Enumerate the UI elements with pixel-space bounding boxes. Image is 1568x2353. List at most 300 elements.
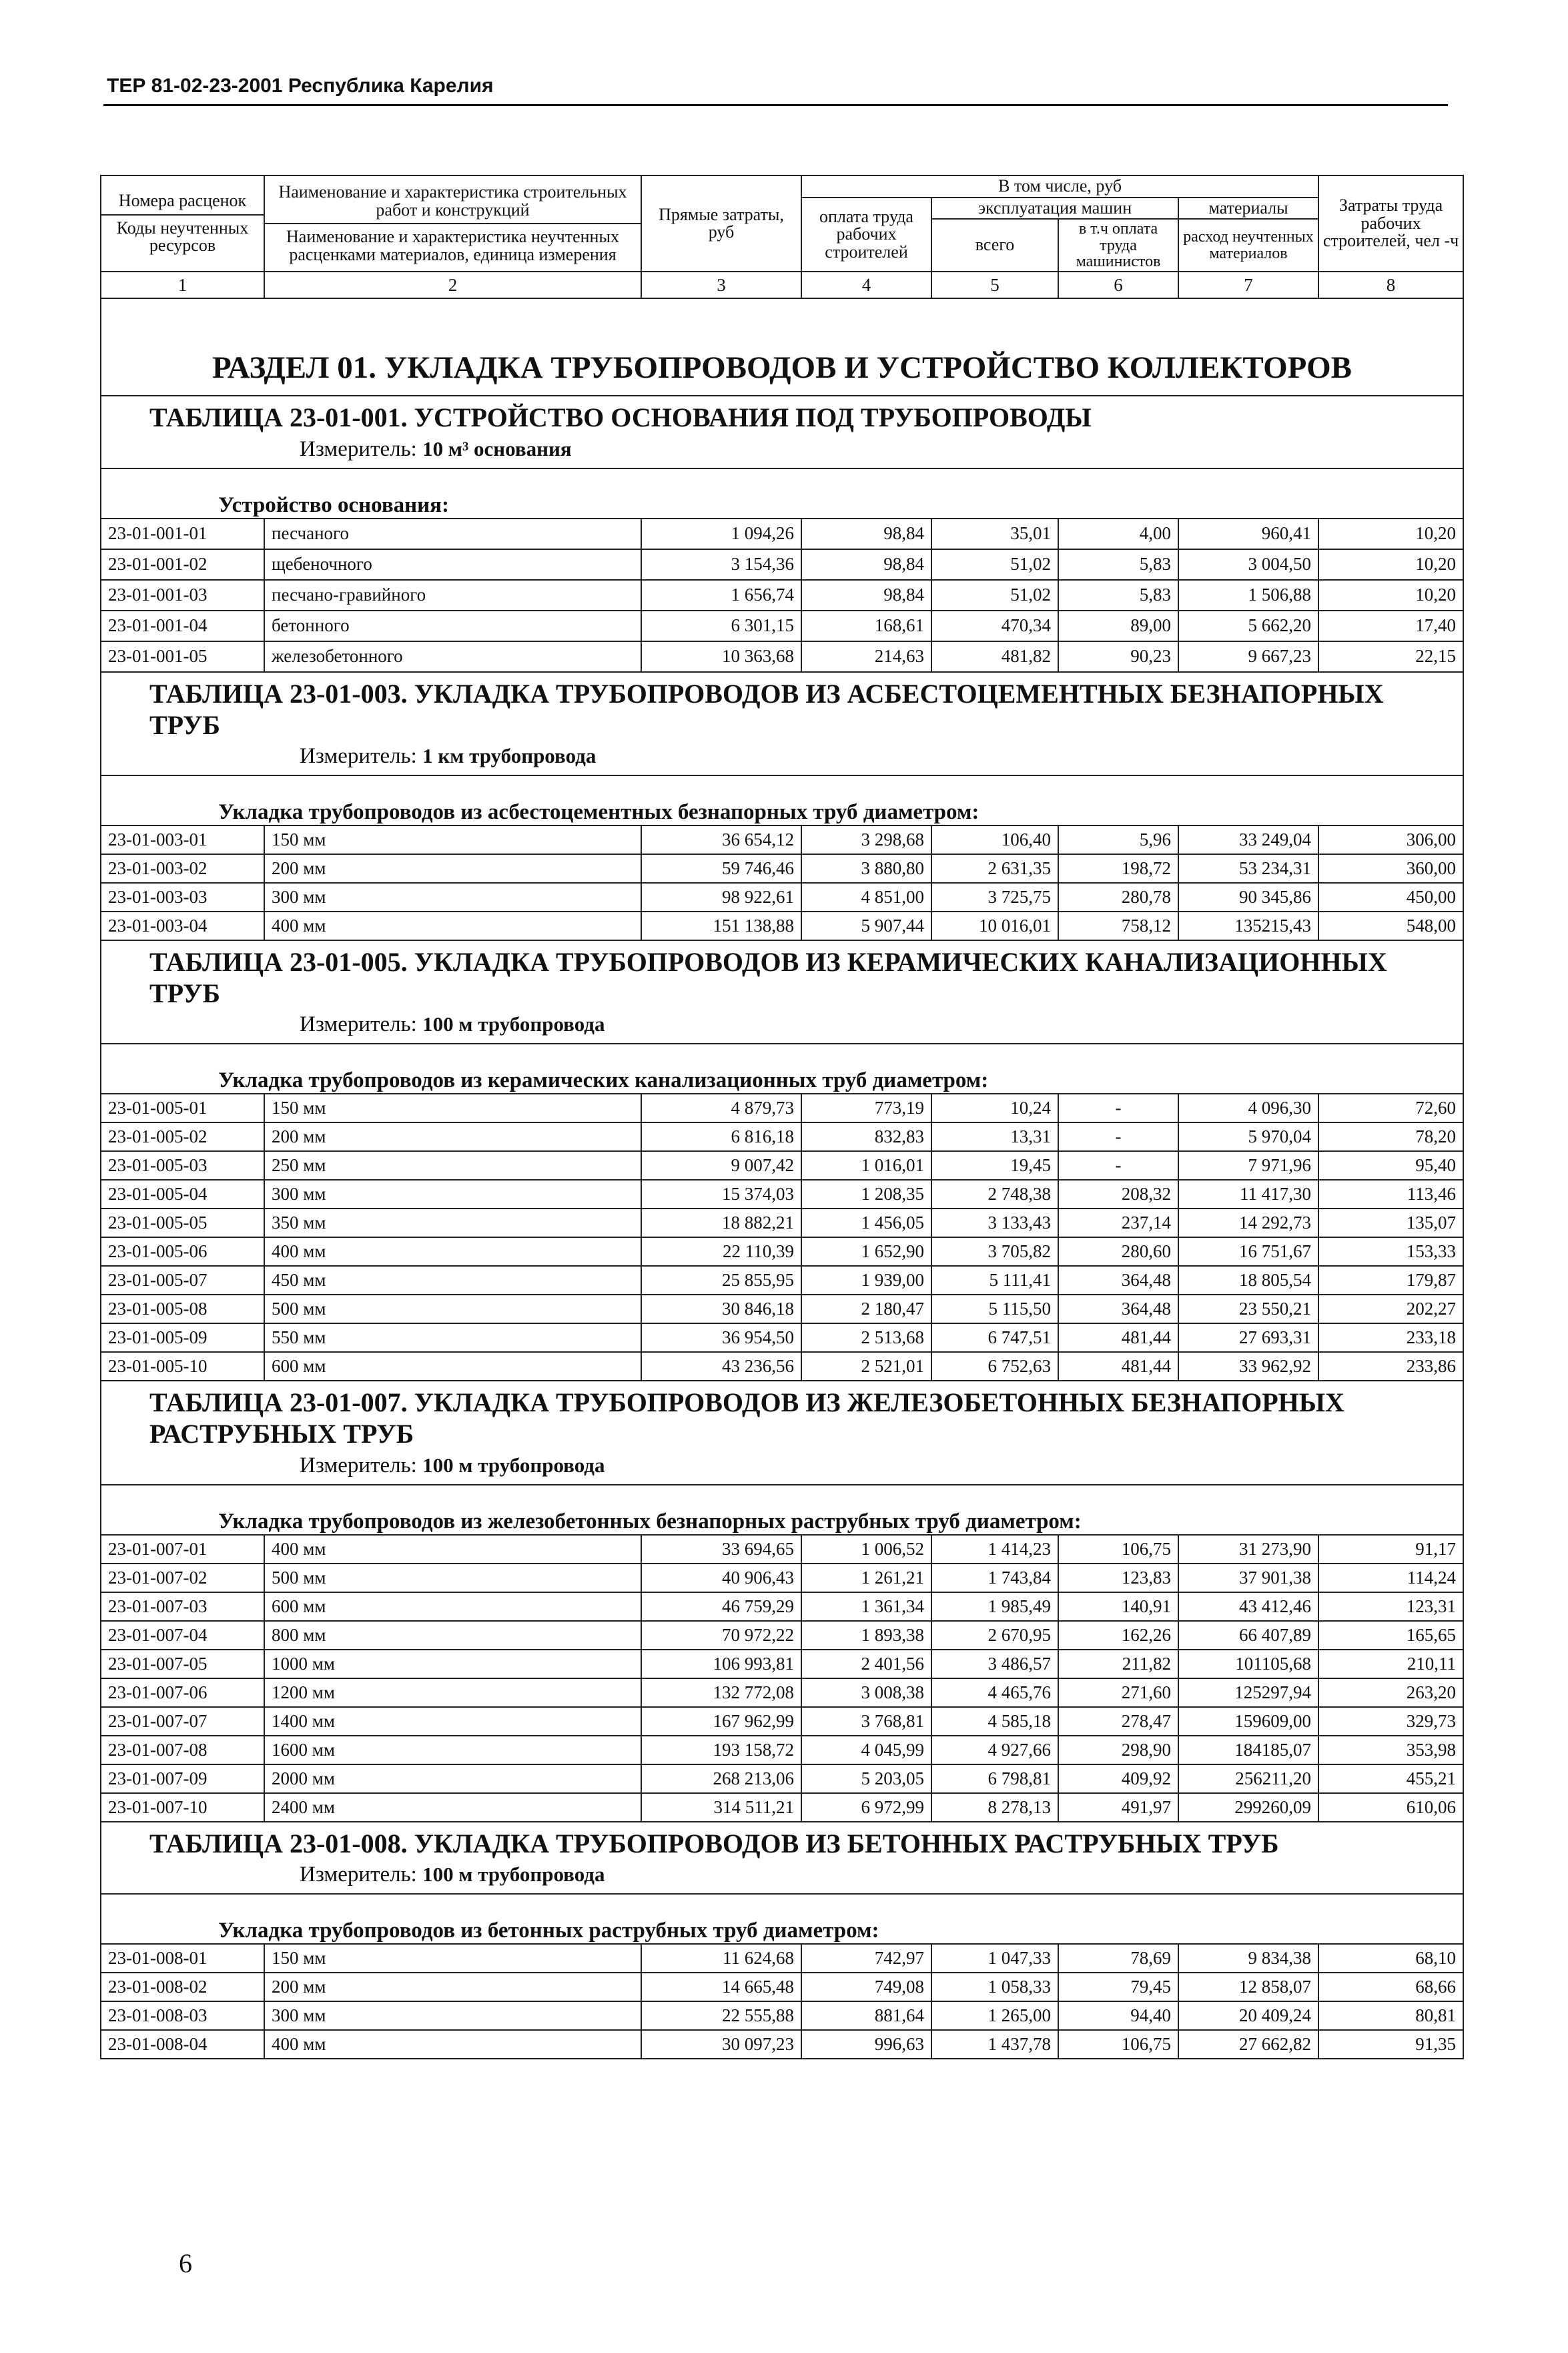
- cell-wages: 6 972,99: [801, 1793, 931, 1822]
- cell-code: 23-01-008-01: [101, 1944, 264, 1973]
- table-title-row: [101, 396, 1463, 468]
- cell-direct-cost: 132 772,08: [641, 1678, 801, 1707]
- subheader-row: [101, 1485, 1463, 1535]
- cell-materials: 9 834,38: [1178, 1944, 1318, 1973]
- cell-direct-cost: 25 855,95: [641, 1266, 801, 1295]
- cell-machines-total: 3 486,57: [931, 1650, 1058, 1678]
- cell-wages: 1 361,34: [801, 1592, 931, 1621]
- cell-name: 400 мм: [264, 1237, 641, 1266]
- cell-name: 1000 мм: [264, 1650, 641, 1678]
- cell-name: песчано-гравийного: [264, 580, 641, 611]
- cell-labor-hours: 72,60: [1318, 1094, 1463, 1122]
- cell-machines-total: 1 743,84: [931, 1564, 1058, 1592]
- cell-materials: 135215,43: [1178, 912, 1318, 940]
- table-title: ТАБЛИЦА 23-01-008. УКЛАДКА ТРУБОПРОВОДОВ ИЗ БЕТОННЫХ РАСТРУБНЫХ ТРУБ: [149, 1828, 1279, 1859]
- cell-labor-hours: 113,46: [1318, 1180, 1463, 1209]
- cell-code: 23-01-007-10: [101, 1793, 264, 1822]
- cell-code: 23-01-001-03: [101, 580, 264, 611]
- cell-wages: 749,08: [801, 1973, 931, 2001]
- cell-labor-hours: 165,65: [1318, 1621, 1463, 1650]
- cell-labor-hours: 202,27: [1318, 1295, 1463, 1323]
- cell-machines-total: 1 058,33: [931, 1973, 1058, 2001]
- table-title-cell: [101, 1822, 1463, 1894]
- section-row: [101, 298, 1463, 396]
- measure-value: 100 м трубопровода: [422, 1012, 605, 1036]
- cell-machinists-wages: 79,45: [1058, 1973, 1178, 2001]
- cell-machines-total: 3 705,82: [931, 1237, 1058, 1266]
- cell-name: 1200 мм: [264, 1678, 641, 1707]
- cell-labor-hours: 68,10: [1318, 1944, 1463, 1973]
- cell-name: 150 мм: [264, 1944, 641, 1973]
- cell-machines-total: 6 752,63: [931, 1352, 1058, 1381]
- cell-code: 23-01-003-02: [101, 854, 264, 883]
- cell-code: 23-01-005-10: [101, 1352, 264, 1381]
- table-row: [101, 2001, 1463, 2030]
- column-number: 7: [1178, 272, 1318, 298]
- cell-labor-hours: 10,20: [1318, 549, 1463, 580]
- cell-machines-total: 13,31: [931, 1122, 1058, 1151]
- cell-materials: 90 345,86: [1178, 883, 1318, 912]
- column-number: 3: [641, 272, 801, 298]
- cell-machinists-wages: 198,72: [1058, 854, 1178, 883]
- cell-labor-hours: 68,66: [1318, 1973, 1463, 2001]
- measure-line: [149, 1862, 1443, 1888]
- cell-name: 300 мм: [264, 883, 641, 912]
- table-title: ТАБЛИЦА 23-01-005. УКЛАДКА ТРУБОПРОВОДОВ ИЗ КЕРАМИЧЕСКИХ КАНАЛИЗАЦИОННЫХ ТРУБ: [149, 946, 1387, 1009]
- cell-code: 23-01-003-04: [101, 912, 264, 940]
- cell-name: 1400 мм: [264, 1707, 641, 1736]
- cell-machinists-wages: 364,48: [1058, 1266, 1178, 1295]
- cell-wages: 168,61: [801, 611, 931, 641]
- rates-table-body: [101, 176, 1463, 2059]
- cell-name: 200 мм: [264, 854, 641, 883]
- column-number: 6: [1058, 272, 1178, 298]
- cell-materials: 33 249,04: [1178, 825, 1318, 854]
- cell-direct-cost: 11 624,68: [641, 1944, 801, 1973]
- cell-machines-total: 35,01: [931, 519, 1058, 549]
- cell-direct-cost: 70 972,22: [641, 1621, 801, 1650]
- cell-name: 2000 мм: [264, 1764, 641, 1793]
- cell-machinists-wages: 106,75: [1058, 1535, 1178, 1564]
- cell-machinists-wages: 280,60: [1058, 1237, 1178, 1266]
- cell-materials: 66 407,89: [1178, 1621, 1318, 1650]
- cell-code: 23-01-005-05: [101, 1209, 264, 1237]
- table-title-row: [101, 672, 1463, 775]
- cell-labor-hours: 353,98: [1318, 1736, 1463, 1764]
- col-header-7: расход неучтенных материалов: [1178, 219, 1318, 272]
- cell-machinists-wages: 481,44: [1058, 1323, 1178, 1352]
- cell-direct-cost: 22 110,39: [641, 1237, 801, 1266]
- measure-label: Измеритель:: [300, 1453, 417, 1477]
- cell-direct-cost: 30 097,23: [641, 2030, 801, 2059]
- cell-materials: 23 550,21: [1178, 1295, 1318, 1323]
- table-row: [101, 1209, 1463, 1237]
- table-row: [101, 1564, 1463, 1592]
- cell-machines-total: 1 047,33: [931, 1944, 1058, 1973]
- table-subheader: Укладка трубопроводов из асбестоцементных безнапорных труб диаметром:: [101, 775, 1463, 825]
- cell-code: 23-01-001-01: [101, 519, 264, 549]
- table-subheader: Устройство основания:: [101, 468, 1463, 519]
- cell-wages: 3 768,81: [801, 1707, 931, 1736]
- cell-materials: 960,41: [1178, 519, 1318, 549]
- subheader-row: [101, 468, 1463, 519]
- cell-machines-total: 1 437,78: [931, 2030, 1058, 2059]
- cell-materials: 31 273,90: [1178, 1535, 1318, 1564]
- cell-direct-cost: 14 665,48: [641, 1973, 801, 2001]
- cell-labor-hours: 360,00: [1318, 854, 1463, 883]
- column-number: 2: [264, 272, 641, 298]
- col-header-2: Наименование и характеристика строительных работ и конструкций Наименование и характеристика неучтенных расценками материалов, единица измерения: [264, 176, 641, 272]
- column-number: 5: [931, 272, 1058, 298]
- cell-wages: 214,63: [801, 641, 931, 672]
- measure-value: 1 км трубопровода: [422, 743, 597, 767]
- column-number-row: [101, 272, 1463, 298]
- cell-direct-cost: 314 511,21: [641, 1793, 801, 1822]
- col-header-5: всего: [931, 219, 1058, 272]
- table-title: ТАБЛИЦА 23-01-003. УКЛАДКА ТРУБОПРОВОДОВ ИЗ АСБЕСТОЦЕМЕНТНЫХ БЕЗНАПОРНЫХ ТРУБ: [149, 678, 1384, 740]
- cell-direct-cost: 151 138,88: [641, 912, 801, 940]
- cell-direct-cost: 33 694,65: [641, 1535, 801, 1564]
- cell-code: 23-01-005-09: [101, 1323, 264, 1352]
- cell-machines-total: 1 265,00: [931, 2001, 1058, 2030]
- cell-labor-hours: 179,87: [1318, 1266, 1463, 1295]
- cell-machinists-wages: 4,00: [1058, 519, 1178, 549]
- table-row: [101, 611, 1463, 641]
- col-header-mat: материалы: [1178, 198, 1318, 220]
- cell-wages: 881,64: [801, 2001, 931, 2030]
- cell-name: 550 мм: [264, 1323, 641, 1352]
- table-row: [101, 1736, 1463, 1764]
- cell-name: песчаного: [264, 519, 641, 549]
- cell-name: 800 мм: [264, 1621, 641, 1650]
- page-number: 6: [179, 2248, 192, 2278]
- cell-materials: 101105,68: [1178, 1650, 1318, 1678]
- cell-code: 23-01-005-03: [101, 1151, 264, 1180]
- cell-name: 300 мм: [264, 2001, 641, 2030]
- table-row: [101, 1295, 1463, 1323]
- cell-code: 23-01-005-01: [101, 1094, 264, 1122]
- cell-labor-hours: 80,81: [1318, 2001, 1463, 2030]
- cell-machinists-wages: 5,83: [1058, 549, 1178, 580]
- table-row: [101, 1944, 1463, 1973]
- cell-machines-total: 4 927,66: [931, 1736, 1058, 1764]
- cell-machinists-wages: 298,90: [1058, 1736, 1178, 1764]
- cell-wages: 3 880,80: [801, 854, 931, 883]
- cell-direct-cost: 40 906,43: [641, 1564, 801, 1592]
- table-subheader: Укладка трубопроводов из железобетонных безнапорных раструбных труб диаметром:: [101, 1485, 1463, 1535]
- cell-labor-hours: 233,18: [1318, 1323, 1463, 1352]
- table-row: [101, 2030, 1463, 2059]
- cell-labor-hours: 123,31: [1318, 1592, 1463, 1621]
- cell-code: 23-01-007-06: [101, 1678, 264, 1707]
- cell-name: железобетонного: [264, 641, 641, 672]
- cell-code: 23-01-008-03: [101, 2001, 264, 2030]
- measure-label: Измеритель:: [300, 743, 417, 768]
- cell-machinists-wages: 162,26: [1058, 1621, 1178, 1650]
- measure-label: Измеритель:: [300, 1012, 417, 1037]
- cell-code: 23-01-007-05: [101, 1650, 264, 1678]
- table-title: ТАБЛИЦА 23-01-007. УКЛАДКА ТРУБОПРОВОДОВ ИЗ ЖЕЛЕЗОБЕТОННЫХ БЕЗНАПОРНЫХ РАСТРУБНЫХ ТРУБ: [149, 1387, 1344, 1449]
- cell-direct-cost: 1 094,26: [641, 519, 801, 549]
- table-row: [101, 1151, 1463, 1180]
- table-row: [101, 1323, 1463, 1352]
- cell-labor-hours: 233,86: [1318, 1352, 1463, 1381]
- col-header-1: Номера расценок Коды неучтенных ресурсов: [101, 176, 264, 272]
- table-row: [101, 1678, 1463, 1707]
- cell-materials: 14 292,73: [1178, 1209, 1318, 1237]
- cell-machines-total: 19,45: [931, 1151, 1058, 1180]
- cell-name: 400 мм: [264, 912, 641, 940]
- cell-code: 23-01-007-08: [101, 1736, 264, 1764]
- cell-machines-total: 3 133,43: [931, 1209, 1058, 1237]
- table-title-cell: [101, 396, 1463, 468]
- cell-labor-hours: 306,00: [1318, 825, 1463, 854]
- cell-wages: 5 203,05: [801, 1764, 931, 1793]
- cell-labor-hours: 455,21: [1318, 1764, 1463, 1793]
- table-subheader: Укладка трубопроводов из керамических канализационных труб диаметром:: [101, 1044, 1463, 1094]
- cell-code: 23-01-005-07: [101, 1266, 264, 1295]
- cell-labor-hours: 263,20: [1318, 1678, 1463, 1707]
- cell-wages: 773,19: [801, 1094, 931, 1122]
- cell-materials: 20 409,24: [1178, 2001, 1318, 2030]
- header-rule: [103, 104, 1448, 106]
- table-row: [101, 1237, 1463, 1266]
- col-header-8: Затраты труда рабочих строителей, чел -ч: [1318, 176, 1463, 272]
- cell-machinists-wages: 409,92: [1058, 1764, 1178, 1793]
- cell-materials: 16 751,67: [1178, 1237, 1318, 1266]
- table-row: [101, 912, 1463, 940]
- cell-materials: 5 662,20: [1178, 611, 1318, 641]
- table-row: [101, 641, 1463, 672]
- cell-machines-total: 51,02: [931, 580, 1058, 611]
- table-row: [101, 1707, 1463, 1736]
- cell-labor-hours: 22,15: [1318, 641, 1463, 672]
- cell-machinists-wages: 208,32: [1058, 1180, 1178, 1209]
- cell-materials: 12 858,07: [1178, 1973, 1318, 2001]
- cell-wages: 98,84: [801, 519, 931, 549]
- cell-name: 500 мм: [264, 1564, 641, 1592]
- table-row: [101, 1764, 1463, 1793]
- cell-name: 400 мм: [264, 2030, 641, 2059]
- cell-direct-cost: 18 882,21: [641, 1209, 801, 1237]
- cell-direct-cost: 10 363,68: [641, 641, 801, 672]
- cell-machinists-wages: 491,97: [1058, 1793, 1178, 1822]
- measure-line: [149, 436, 1443, 462]
- cell-labor-hours: 610,06: [1318, 1793, 1463, 1822]
- cell-name: 350 мм: [264, 1209, 641, 1237]
- table-title-row: [101, 1381, 1463, 1484]
- cell-direct-cost: 22 555,88: [641, 2001, 801, 2030]
- cell-direct-cost: 59 746,46: [641, 854, 801, 883]
- cell-machinists-wages: 280,78: [1058, 883, 1178, 912]
- cell-machines-total: 481,82: [931, 641, 1058, 672]
- col-header-4: оплата труда рабочих строителей: [801, 198, 931, 272]
- cell-direct-cost: 1 656,74: [641, 580, 801, 611]
- cell-wages: 742,97: [801, 1944, 931, 1973]
- cell-direct-cost: 193 158,72: [641, 1736, 801, 1764]
- cell-code: 23-01-001-04: [101, 611, 264, 641]
- cell-direct-cost: 9 007,42: [641, 1151, 801, 1180]
- cell-direct-cost: 268 213,06: [641, 1764, 801, 1793]
- cell-wages: 3 298,68: [801, 825, 931, 854]
- col-header-6: в т.ч оплата труда машинистов: [1058, 219, 1178, 272]
- cell-labor-hours: 450,00: [1318, 883, 1463, 912]
- cell-machines-total: 3 725,75: [931, 883, 1058, 912]
- cell-direct-cost: 106 993,81: [641, 1650, 801, 1678]
- table-title-cell: [101, 672, 1463, 775]
- cell-code: 23-01-007-04: [101, 1621, 264, 1650]
- cell-materials: 18 805,54: [1178, 1266, 1318, 1295]
- cell-direct-cost: 15 374,03: [641, 1180, 801, 1209]
- cell-direct-cost: 43 236,56: [641, 1352, 801, 1381]
- cell-machines-total: 470,34: [931, 611, 1058, 641]
- cell-code: 23-01-003-01: [101, 825, 264, 854]
- table-title-row: [101, 1822, 1463, 1894]
- table-row: [101, 580, 1463, 611]
- cell-wages: 1 261,21: [801, 1564, 931, 1592]
- cell-machinists-wages: -: [1058, 1151, 1178, 1180]
- cell-labor-hours: 210,11: [1318, 1650, 1463, 1678]
- table-subheader: Укладка трубопроводов из бетонных раструбных труб диаметром:: [101, 1894, 1463, 1944]
- table-row: [101, 1094, 1463, 1122]
- cell-direct-cost: 6 816,18: [641, 1122, 801, 1151]
- col-header-incl: В том числе, руб: [801, 176, 1318, 198]
- cell-machines-total: 106,40: [931, 825, 1058, 854]
- table-row: [101, 854, 1463, 883]
- table-row: [101, 1352, 1463, 1381]
- measure-label: Измеритель:: [300, 1862, 417, 1887]
- cell-name: 200 мм: [264, 1973, 641, 2001]
- cell-wages: 832,83: [801, 1122, 931, 1151]
- cell-machines-total: 2 748,38: [931, 1180, 1058, 1209]
- cell-machines-total: 2 631,35: [931, 854, 1058, 883]
- cell-code: 23-01-008-02: [101, 1973, 264, 2001]
- cell-wages: 2 521,01: [801, 1352, 931, 1381]
- cell-name: 500 мм: [264, 1295, 641, 1323]
- cell-wages: 1 006,52: [801, 1535, 931, 1564]
- cell-machines-total: 1 414,23: [931, 1535, 1058, 1564]
- cell-wages: 1 016,01: [801, 1151, 931, 1180]
- subheader-row: [101, 775, 1463, 825]
- measure-line: [149, 1453, 1443, 1479]
- measure-label: Измеритель:: [300, 436, 417, 461]
- subheader-row: [101, 1044, 1463, 1094]
- cell-materials: 4 096,30: [1178, 1094, 1318, 1122]
- cell-labor-hours: 548,00: [1318, 912, 1463, 940]
- cell-wages: 1 456,05: [801, 1209, 931, 1237]
- cell-labor-hours: 10,20: [1318, 580, 1463, 611]
- table-row: [101, 1535, 1463, 1564]
- cell-wages: 996,63: [801, 2030, 931, 2059]
- cell-labor-hours: 78,20: [1318, 1122, 1463, 1151]
- cell-direct-cost: 46 759,29: [641, 1592, 801, 1621]
- cell-materials: 1 506,88: [1178, 580, 1318, 611]
- cell-name: 250 мм: [264, 1151, 641, 1180]
- cell-materials: 7 971,96: [1178, 1151, 1318, 1180]
- cell-code: 23-01-007-09: [101, 1764, 264, 1793]
- cell-wages: 5 907,44: [801, 912, 931, 940]
- cell-machinists-wages: 211,82: [1058, 1650, 1178, 1678]
- cell-direct-cost: 3 154,36: [641, 549, 801, 580]
- header-row: [101, 176, 1463, 198]
- cell-code: 23-01-005-04: [101, 1180, 264, 1209]
- table-row: [101, 1180, 1463, 1209]
- cell-machines-total: 10,24: [931, 1094, 1058, 1122]
- cell-wages: 1 652,90: [801, 1237, 931, 1266]
- cell-machinists-wages: 364,48: [1058, 1295, 1178, 1323]
- measure-value: 10 м³ основания: [422, 436, 572, 460]
- cell-labor-hours: 91,35: [1318, 2030, 1463, 2059]
- cell-machines-total: 51,02: [931, 549, 1058, 580]
- cell-direct-cost: 6 301,15: [641, 611, 801, 641]
- cell-machines-total: 5 111,41: [931, 1266, 1058, 1295]
- col-header-3: Прямые затраты, руб: [641, 176, 801, 272]
- cell-wages: 4 851,00: [801, 883, 931, 912]
- cell-machines-total: 6 798,81: [931, 1764, 1058, 1793]
- cell-wages: 4 045,99: [801, 1736, 931, 1764]
- cell-name: 200 мм: [264, 1122, 641, 1151]
- cell-machinists-wages: 481,44: [1058, 1352, 1178, 1381]
- cell-labor-hours: 114,24: [1318, 1564, 1463, 1592]
- table-title-cell: [101, 940, 1463, 1044]
- cell-code: 23-01-007-01: [101, 1535, 264, 1564]
- cell-name: бетонного: [264, 611, 641, 641]
- table-row: [101, 519, 1463, 549]
- cell-wages: 98,84: [801, 580, 931, 611]
- cell-machinists-wages: 5,96: [1058, 825, 1178, 854]
- cell-materials: 184185,07: [1178, 1736, 1318, 1764]
- cell-machines-total: 4 585,18: [931, 1707, 1058, 1736]
- cell-labor-hours: 153,33: [1318, 1237, 1463, 1266]
- measure-value: 100 м трубопровода: [422, 1453, 605, 1477]
- cell-code: 23-01-007-02: [101, 1564, 264, 1592]
- cell-labor-hours: 95,40: [1318, 1151, 1463, 1180]
- cell-wages: 98,84: [801, 549, 931, 580]
- rates-table: [100, 175, 1464, 2059]
- table-title-cell: [101, 1381, 1463, 1484]
- cell-machines-total: 1 985,49: [931, 1592, 1058, 1621]
- cell-materials: 299260,09: [1178, 1793, 1318, 1822]
- cell-wages: 1 939,00: [801, 1266, 931, 1295]
- cell-wages: 1 208,35: [801, 1180, 931, 1209]
- table-row: [101, 1592, 1463, 1621]
- cell-name: 150 мм: [264, 1094, 641, 1122]
- cell-machinists-wages: 758,12: [1058, 912, 1178, 940]
- measure-line: [149, 743, 1443, 769]
- cell-materials: 159609,00: [1178, 1707, 1318, 1736]
- cell-code: 23-01-003-03: [101, 883, 264, 912]
- cell-wages: 3 008,38: [801, 1678, 931, 1707]
- table-row: [101, 825, 1463, 854]
- cell-machinists-wages: 106,75: [1058, 2030, 1178, 2059]
- page-header: ТЕР 81-02-23-2001 Республика Карелия: [107, 75, 494, 97]
- cell-labor-hours: 91,17: [1318, 1535, 1463, 1564]
- cell-materials: 3 004,50: [1178, 549, 1318, 580]
- cell-materials: 33 962,92: [1178, 1352, 1318, 1381]
- cell-machinists-wages: 271,60: [1058, 1678, 1178, 1707]
- cell-wages: 2 513,68: [801, 1323, 931, 1352]
- table-row: [101, 1266, 1463, 1295]
- cell-machines-total: 4 465,76: [931, 1678, 1058, 1707]
- cell-machinists-wages: -: [1058, 1094, 1178, 1122]
- cell-materials: 27 662,82: [1178, 2030, 1318, 2059]
- cell-direct-cost: 4 879,73: [641, 1094, 801, 1122]
- cell-labor-hours: 135,07: [1318, 1209, 1463, 1237]
- cell-machines-total: 8 278,13: [931, 1793, 1058, 1822]
- cell-materials: 27 693,31: [1178, 1323, 1318, 1352]
- column-number: 4: [801, 272, 931, 298]
- cell-machinists-wages: 278,47: [1058, 1707, 1178, 1736]
